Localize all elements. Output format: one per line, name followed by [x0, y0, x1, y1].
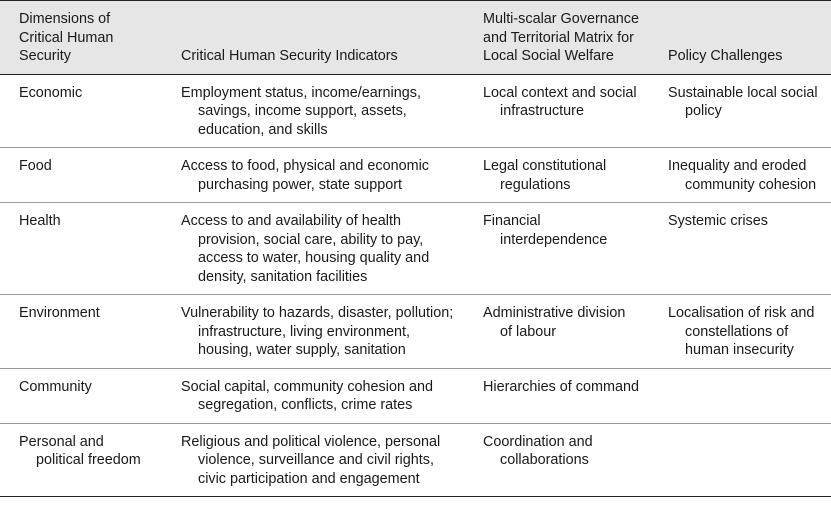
table-row [0, 423, 831, 497]
cell-text: Community [19, 378, 92, 395]
cell-text: Systemic crises [668, 213, 768, 229]
header-dimensions [0, 1, 162, 75]
cell-text: Religious and political violence, personal violence, surveillance and civil rights, civic participation and engagement [181, 433, 441, 487]
cell-text: Access to food, physical and economic purchasing power, state support [181, 158, 429, 193]
cell-dimension [0, 203, 162, 295]
cell-text: Food [19, 158, 52, 174]
cell-text: Legal constitutional regulations [483, 158, 607, 193]
table-row [0, 148, 831, 203]
cell-indicators [162, 203, 464, 295]
cell-policy [649, 423, 831, 497]
header-indicators [162, 1, 464, 75]
cell-governance [464, 368, 649, 423]
cell-dimension [0, 295, 162, 369]
cell-governance [464, 203, 649, 295]
table-row [0, 74, 831, 148]
table-header [0, 1, 831, 75]
table-row [0, 368, 831, 423]
cell-governance [464, 148, 649, 203]
header-dimensions-text: Dimensions of Critical Human Security [19, 11, 114, 64]
table-row [0, 203, 831, 295]
cell-text: Inequality and eroded community cohesion [668, 158, 817, 193]
cell-indicators [162, 74, 464, 148]
cell-text: Coordination and collaborations [483, 433, 593, 468]
header-governance-text: Multi-scalar Governance and Territorial Matrix for Local Social Welfare [483, 11, 639, 64]
cell-text: Sustainable local social policy [668, 84, 818, 119]
cell-text: Vulnerability to hazards, disaster, pollution; infrastructure, living environment, housing, water supply, sanitation [181, 305, 454, 358]
cell-dimension [0, 148, 162, 203]
cell-policy [649, 148, 831, 203]
cell-indicators [162, 368, 464, 423]
cell-text: Economic [19, 84, 83, 101]
cell-indicators [162, 148, 464, 203]
cell-policy [649, 295, 831, 369]
header-governance [464, 1, 649, 75]
cell-indicators [162, 423, 464, 497]
cell-policy [649, 203, 831, 295]
cell-dimension [0, 74, 162, 148]
cell-dimension [0, 423, 162, 497]
header-row [0, 1, 831, 75]
cell-policy [649, 74, 831, 148]
cell-text: Access to and availability of health provision, social care, ability to pay, access to water, housing quality and density, sanitation facilities [181, 213, 430, 285]
cell-governance [464, 295, 649, 369]
header-policy-text: Policy Challenges [668, 48, 783, 64]
cell-text: Environment [19, 305, 100, 321]
cell-indicators [162, 295, 464, 369]
cell-text: Social capital, community cohesion and segregation, conflicts, crime rates [181, 378, 433, 413]
cell-governance [464, 74, 649, 148]
table-row [0, 295, 831, 369]
cell-text: Personal and political freedom [19, 433, 141, 468]
header-indicators-text: Critical Human Security Indicators [181, 48, 398, 64]
cell-text: Local context and social infrastructure [483, 84, 637, 119]
cell-text: Administrative division of labour [483, 305, 626, 340]
cell-governance [464, 423, 649, 497]
cell-dimension [0, 368, 162, 423]
header-policy [649, 1, 831, 75]
table-body [0, 74, 831, 497]
cell-text: Financial interdependence [483, 213, 608, 248]
cell-text: Health [19, 213, 61, 229]
cell-text: Hierarchies of command [483, 378, 639, 395]
cell-text: Employment status, income/earnings, savings, income support, assets, education, and skills [181, 84, 421, 138]
cell-policy [649, 368, 831, 423]
cell-text: Localisation of risk and constellations of human insecurity [668, 305, 815, 358]
